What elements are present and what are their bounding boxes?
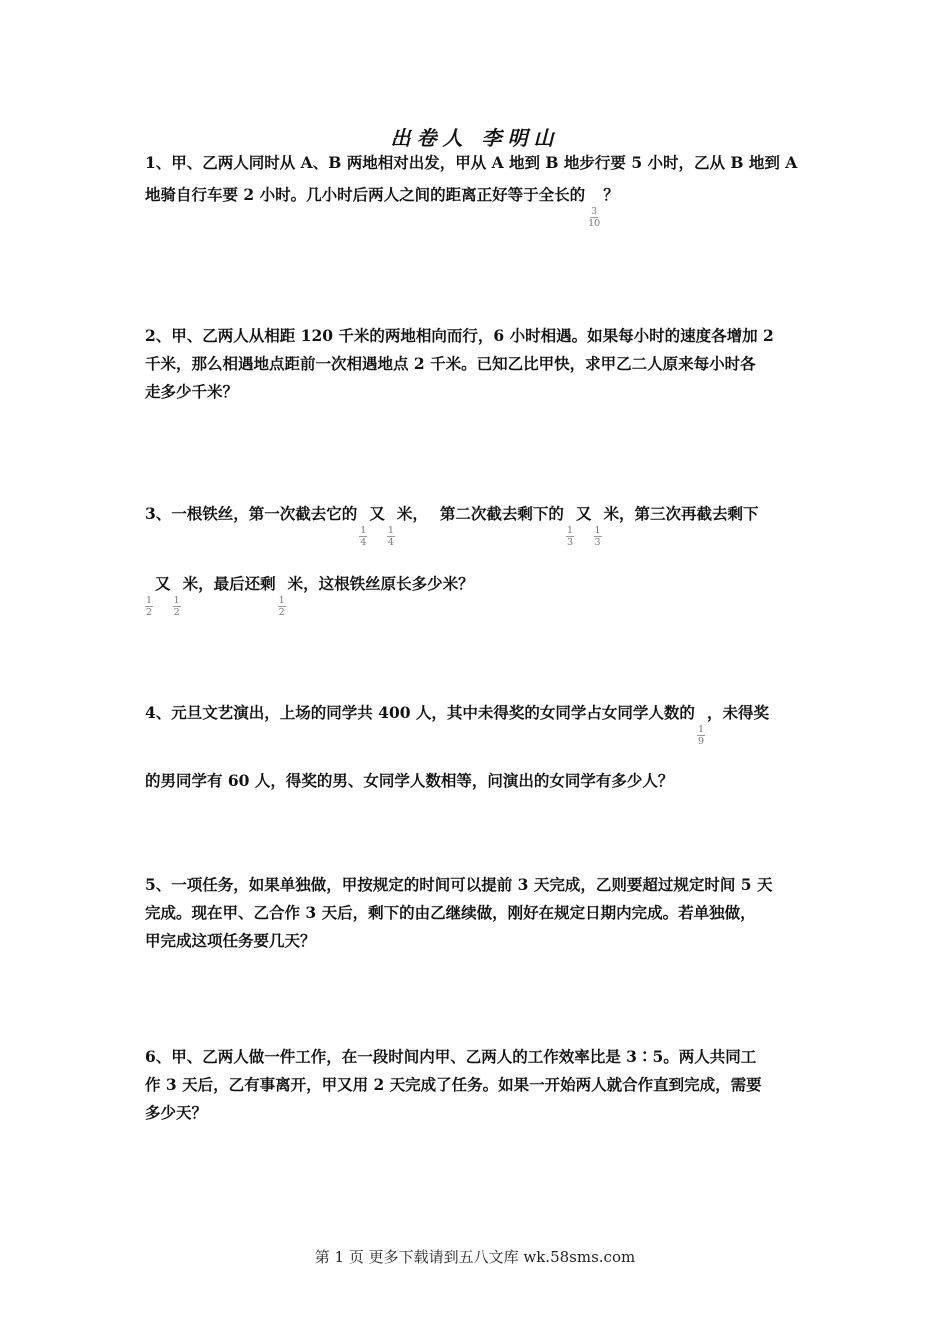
question-3-text-i: 米，这根铁丝原长多少米？: [287, 574, 474, 593]
fraction-1-4-b: $\frac{1}{4}$: [387, 525, 394, 548]
question-4-text-b: ，未得奖: [706, 703, 769, 722]
fraction-1-4-a: $\frac{1}{4}$: [360, 525, 367, 548]
question-3-text-c: 米，: [396, 504, 428, 523]
question-6-line-3: 多少天？: [145, 1103, 208, 1122]
question-5-line-3: 甲完成这项任务要几天？: [145, 931, 316, 950]
question-3-text-a: 3、一根铁丝，第一次截去它的: [145, 504, 358, 523]
question-2-line-1: 2、甲、乙两人从相距 120 千米的两地相向而行，6 小时相遇。如果每小时的速度各增加 2: [145, 326, 774, 345]
question-4: [145, 699, 807, 795]
question-4-line-1: [145, 699, 807, 747]
fraction-1-9: $\frac{1}{9}$: [697, 724, 704, 747]
question-5: [145, 871, 807, 955]
question-2: [145, 322, 807, 406]
question-3-line-2: [145, 570, 807, 618]
question-3-line-1: [145, 500, 807, 548]
question-1-end: ？: [603, 185, 619, 204]
question-2-line-2: 千米，那么相遇地点距前一次相遇地点 2 千米。已知乙比甲快，求甲乙二人原来每小时各: [145, 354, 756, 373]
fraction-1-3-b: $\frac{1}{3}$: [594, 525, 601, 548]
question-3-text-g: 又: [155, 574, 171, 593]
question-5-line-1: 5、一项任务，如果单独做，甲按规定的时间可以提前 3 天完成，乙则要超过规定时间 5 天: [145, 875, 773, 894]
question-6: [145, 1043, 807, 1127]
question-3-text-e: 又: [575, 504, 592, 523]
fraction-1-2-c: $\frac{1}{2}$: [278, 595, 285, 618]
fraction-3-10: $\frac{3}{10}$: [588, 206, 601, 229]
question-4-text-a: 4、元旦文艺演出，上场的同学共 400 人，其中未得奖的女同学占女同学人数的: [145, 703, 695, 722]
question-1: [145, 149, 807, 229]
question-1-line-1: 1、甲、乙两人同时从 A、B 两地相对出发，甲从 A 地到 B 地步行要 5 小时，乙从 B 地到 A: [145, 153, 798, 172]
question-3-text-h: 米，最后还剩: [182, 574, 276, 593]
question-1-line-2: [145, 181, 807, 229]
page-title: 出卷人 李明山: [390, 126, 560, 150]
question-6-line-1: 6、甲、乙两人做一件工作，在一段时间内甲、乙两人的工作效率比是 3∶5。两人共同工: [145, 1047, 757, 1066]
fraction-1-2-a: $\frac{1}{2}$: [146, 595, 153, 618]
question-6-line-2: 作 3 天后，乙有事离开，甲又用 2 天完成了任务。如果一开始两人就合作直到完成，需要: [145, 1075, 762, 1094]
question-3-text-d: 第二次截去剩下的: [439, 504, 564, 523]
question-3-text-b: 又: [369, 504, 385, 523]
question-1-text: 地骑自行车要 2 小时。几小时后两人之间的距离正好等于全长的: [145, 185, 586, 204]
question-3-text-f: 米，第三次再截去剩下: [603, 504, 759, 523]
question-5-line-2: 完成。现在甲、乙合作 3 天后，剩下的由乙继续做，刚好在规定日期内完成。若单独做，: [145, 903, 756, 922]
question-4-line-2: 的男同学有 60 人，得奖的男、女同学人数相等，问演出的女同学有多少人？: [145, 771, 674, 790]
page-footer: 第 1 页 更多下载请到五八文库 wk.58sms.com: [314, 1248, 636, 1266]
fraction-1-3-a: $\frac{1}{3}$: [566, 525, 573, 548]
question-2-line-3: 走多少千米？: [145, 382, 239, 401]
fraction-1-2-b: $\frac{1}{2}$: [173, 595, 180, 618]
question-3: [145, 500, 807, 618]
